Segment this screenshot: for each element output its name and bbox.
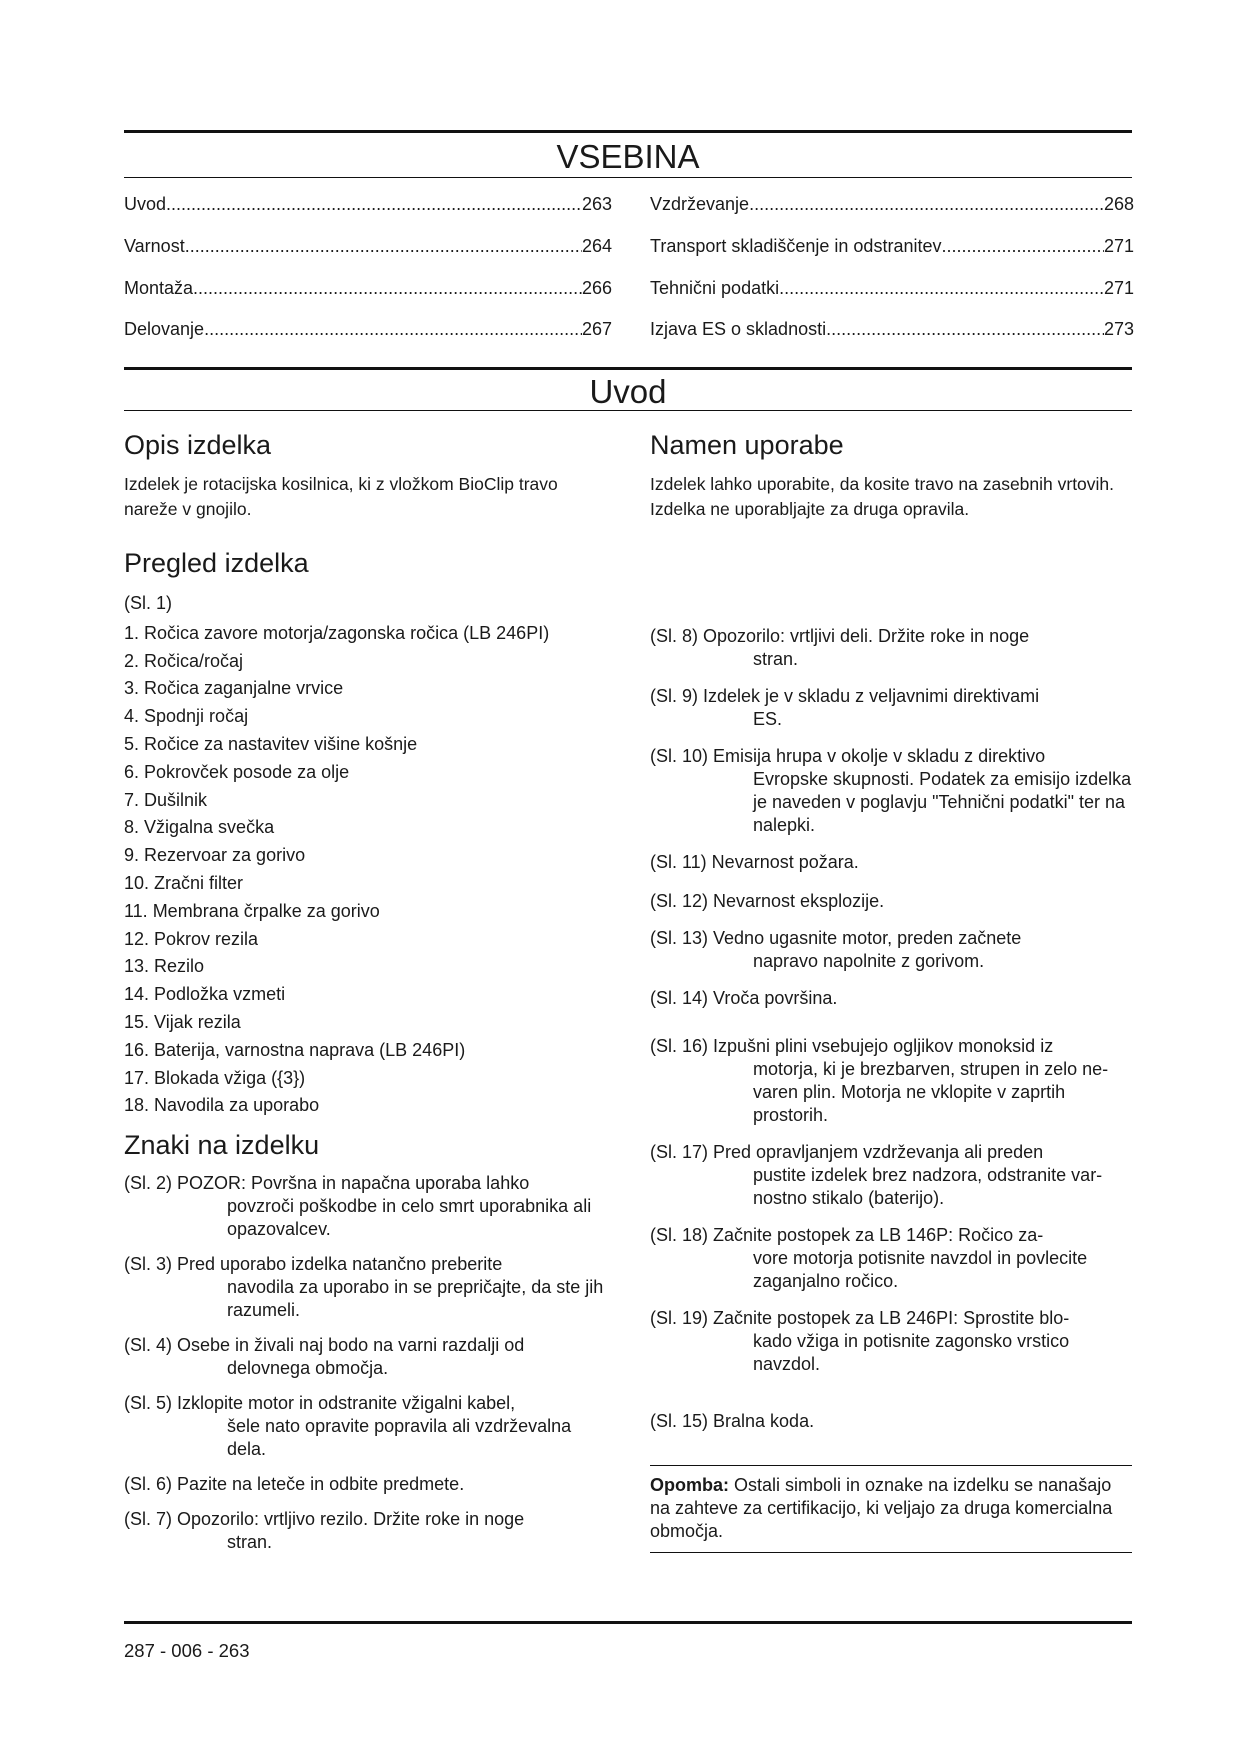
symbol-item: (Sl. 5) Izklopite motor in odstranite vžigalni kabel, šele nato opravite popravila ali vzdrževalna dela. (124, 1393, 572, 1460)
list-item: 12. Pokrov rezila (124, 928, 259, 949)
list-item: 1. Ročica zavore motorja/zagonska ročica (LB 246PI) (124, 622, 550, 643)
toc-entry-izjava[interactable]: Izjava ES o skladnosti ..... 273 (650, 317, 1134, 341)
intro-bottom-rule (124, 410, 1132, 411)
list-item: 17. Blokada vžiga ({3}) (124, 1067, 306, 1088)
symbol-item: (Sl. 17) Pred opravljanjem vzdrževanja ali preden pustite izdelek brez nadzora, odstranite var-nostno stikalo (baterijo). (650, 1142, 1103, 1208)
symbol-item: (Sl. 3) Pred uporabo izdelka natančno preberite navodila za uporabo in se prepričajte, da ste jih razumeli. (124, 1254, 604, 1321)
toc-entry-uvod[interactable]: Uvod ..... 263 (124, 192, 612, 216)
symbol-item: (Sl. 10) Emisija hrupa v okolje v skladu z direktivo Evropske skupnosti. Podatek za emisijo izdelka je naveden v poglavju "Tehnični podatki" ter na nalepki. (650, 746, 1132, 835)
toc-entry-montaza[interactable]: Montaža ..... 266 (124, 276, 612, 300)
list-item: 9. Rezervoar za gorivo (124, 845, 306, 866)
opis-text: Izdelek je rotacijska kosilnica, ki z vložkom BioClip travo nareže v gnojilo. (124, 474, 558, 519)
note-top-rule (650, 1465, 1132, 1466)
symbol-item: (Sl. 14) Vroča površina. (650, 988, 838, 1008)
note (650, 1474, 1125, 1543)
list-item: 14. Podložka vzmeti (124, 984, 286, 1005)
symbol-item: (Sl. 12) Nevarnost eksplozije. (650, 891, 885, 911)
symbol-item: (Sl. 8) Opozorilo: vrtljivi deli. Držite roke in noge stran. (650, 626, 1030, 669)
toc-top-rule (124, 130, 1132, 133)
toc-entry-transport[interactable]: Transport skladiščenje in odstranitev ..... 271 (650, 234, 1134, 258)
toc-entry-tehnicni[interactable]: Tehnični podatki ..... 271 (650, 276, 1134, 300)
note-label: Opomba: (650, 1475, 729, 1495)
symbol-item: (Sl. 6) Pazite na leteče in odbite predmete. (124, 1474, 465, 1495)
left-column (124, 428, 624, 1554)
symbol-item: (Sl. 13) Vedno ugasnite motor, preden začnete napravo napolnite z gorivom. (650, 928, 1022, 971)
right-column (650, 428, 1140, 522)
list-item: 7. Dušilnik (124, 789, 208, 810)
footer-rule (124, 1621, 1132, 1624)
toc-title: VSEBINA (556, 138, 700, 175)
symbol-item: (Sl. 18) Začnite postopek za LB 146P: Ročico za- vore motorja potisnite navzdol in povlecite zaganjalno ročico. (650, 1225, 1088, 1291)
znaki-heading: Znaki na izdelku (124, 1130, 320, 1161)
list-item: 4. Spodnji ročaj (124, 706, 249, 727)
symbol-item: (Sl. 4) Osebe in živali naj bodo na varni razdalji od delovnega območja. (124, 1335, 525, 1379)
namen-heading: Namen uporabe (650, 430, 844, 460)
list-item: 18. Navodila za uporabo (124, 1095, 320, 1116)
list-item: 3. Ročica zaganjalne vrvice (124, 678, 344, 699)
symbol-item: (Sl. 7) Opozorilo: vrtljivo rezilo. Držite roke in noge stran. (124, 1509, 525, 1553)
intro-top-rule (124, 367, 1132, 370)
right-symbols (650, 625, 1140, 1433)
list-item: 16. Baterija, varnostna naprava (LB 246PI) (124, 1039, 466, 1060)
symbol-item: (Sl. 15) Bralna koda. (650, 1411, 815, 1431)
list-item: 5. Ročice za nastavitev višine košnje (124, 733, 418, 754)
toc-entry-delovanje[interactable]: Delovanje ..... 267 (124, 317, 612, 341)
symbol-item: (Sl. 2) POZOR: Površna in napačna uporaba lahko povzroči poškodbe in celo smrt uporabnika ali opazovalcev. (124, 1173, 592, 1240)
toc-entry-varnost[interactable]: Varnost ..... 264 (124, 234, 612, 258)
pregled-list (124, 620, 624, 1120)
list-item: 13. Rezilo (124, 956, 205, 977)
toc-entry-vzdrzevanje[interactable]: Vzdrževanje ..... 268 (650, 192, 1134, 216)
pregled-ref: (Sl. 1) (124, 593, 173, 613)
opis-heading: Opis izdelka (124, 430, 272, 460)
list-item: 2. Ročica/ročaj (124, 650, 244, 671)
page-number: 287 - 006 - 263 (124, 1640, 250, 1661)
list-item: 6. Pokrovček posode za olje (124, 761, 350, 782)
symbol-item: (Sl. 16) Izpušni plini vsebujejo ogljikov monoksid iz motorja, ki je brezbarven, strupen in zelo ne-varen plin. Motorja ne vklopite v zaprtih prostorih. (650, 1036, 1109, 1125)
intro-title: Uvod (589, 373, 667, 410)
list-item: 8. Vžigalna svečka (124, 817, 275, 838)
pregled-heading: Pregled izdelka (124, 548, 309, 578)
symbol-item: (Sl. 11) Nevarnost požara. (650, 852, 859, 872)
list-item: 15. Vijak rezila (124, 1011, 241, 1032)
namen-text: Izdelek lahko uporabite, da kosite travo na zasebnih vrtovih. Izdelka ne uporabljajte za druga opravila. (650, 474, 1115, 519)
note-bottom-rule (650, 1552, 1132, 1553)
list-item: 11. Membrana črpalke za gorivo (124, 900, 380, 921)
note-text: Ostali simboli in oznake na izdelku se nanašajo na zahteve za certifikacijo, ki veljajo za druga komercialna območja. (650, 1475, 1113, 1541)
list-item: 10. Zračni filter (124, 872, 244, 893)
symbol-item: (Sl. 19) Začnite postopek za LB 246PI: Sprostite blo- kado vžiga in potisnite zagonsko vrstico navzdol. (650, 1308, 1070, 1374)
symbol-item: (Sl. 9) Izdelek je v skladu z veljavnimi direktivami ES. (650, 686, 1040, 729)
toc-bottom-rule (124, 177, 1132, 178)
